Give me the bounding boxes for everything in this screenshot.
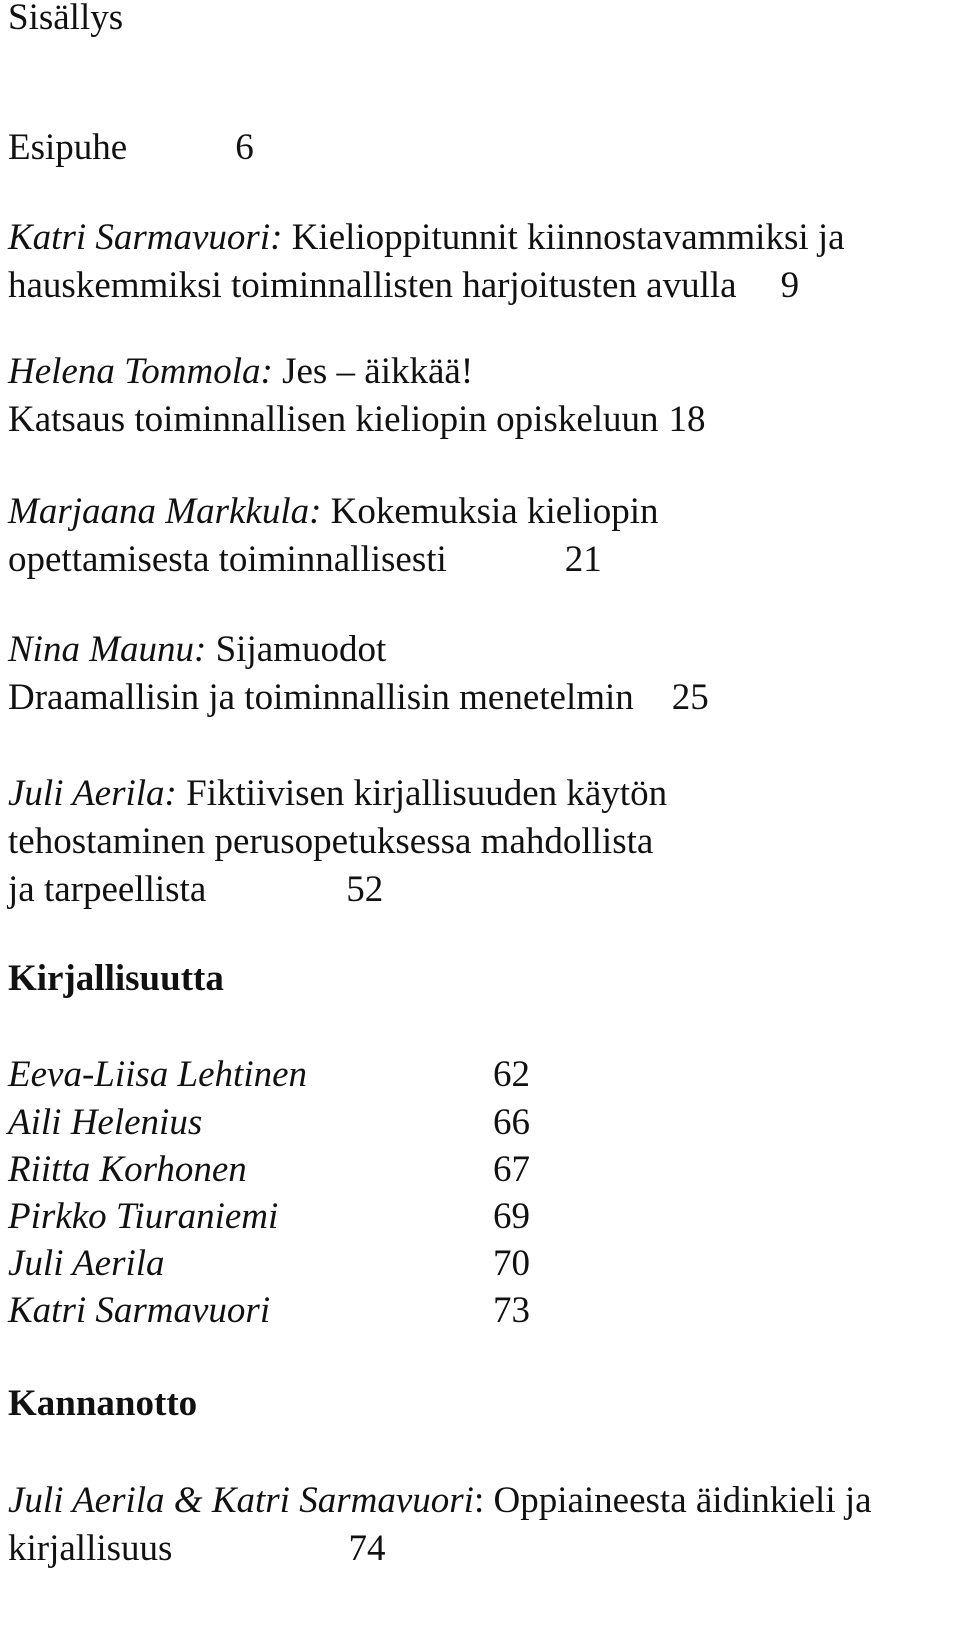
list-item-page: 62	[493, 1054, 530, 1095]
entry-author: Marjaana Markkula:	[8, 491, 322, 532]
list-item-page: 73	[493, 1290, 530, 1331]
list-item-name: Riitta Korhonen	[8, 1149, 247, 1190]
entry-title-line: Fiktiivisen kirjallisuuden käytön	[186, 773, 668, 814]
entry-page: 6	[235, 127, 254, 168]
entry-title-line: Draamallisin ja toiminnallisin menetelmin	[8, 677, 634, 718]
entry-title-line: hauskemmiksi toiminnallisten harjoitusten avulla	[8, 265, 737, 306]
entry-page: 9	[780, 265, 800, 306]
list-item-page: 70	[493, 1243, 530, 1284]
list-item-name: Juli Aerila	[8, 1243, 165, 1284]
entry-author: Nina Maunu:	[8, 629, 207, 670]
toc-entry-article	[8, 770, 667, 914]
toc-entry-article	[8, 488, 659, 584]
list-item-name: Eeva-Liisa Lehtinen	[8, 1054, 308, 1095]
entry-title-line: Kokemuksia kieliopin	[330, 491, 659, 532]
entry-title-line: Jes – äikkää!	[282, 351, 474, 392]
toc-entry-article	[8, 348, 706, 444]
list-item-name: Aili Helenius	[8, 1102, 203, 1143]
entry-page: 52	[346, 869, 384, 910]
entry-page: 25	[671, 677, 709, 718]
entry-title-line: Sijamuodot	[215, 629, 387, 670]
toc-entry-article	[8, 626, 709, 722]
entry-title-line: kirjallisuus	[8, 1528, 173, 1569]
section-heading-literature: Kirjallisuutta	[8, 958, 224, 999]
entry-label: Esipuhe	[8, 127, 128, 168]
entry-title-line: Oppiaineesta äidinkieli ja	[484, 1480, 872, 1521]
entry-page: 74	[348, 1528, 386, 1569]
entry-title-line: tehostaminen perusopetuksessa mahdollista	[8, 821, 654, 862]
entry-page: 18	[668, 399, 706, 440]
entry-author: Juli Aerila & Katri Sarmavuori	[8, 1480, 474, 1521]
entry-author: Juli Aerila:	[8, 773, 177, 814]
list-item-page: 67	[493, 1149, 530, 1190]
entry-author: Helena Tommola:	[8, 351, 273, 392]
entry-title-line: Kielioppitunnit kiinnostavammiksi ja	[291, 217, 845, 258]
page-title: Sisällys	[8, 0, 124, 38]
entry-page: 21	[564, 539, 602, 580]
section-heading-statement: Kannanotto	[8, 1383, 198, 1424]
entry-author: Katri Sarmavuori:	[8, 217, 283, 258]
entry-title-line: Katsaus toiminnallisen kieliopin opiskeluun	[8, 399, 659, 440]
list-item-name: Pirkko Tiuraniemi	[8, 1196, 279, 1237]
entry-title-line: opettamisesta toiminnallisesti	[8, 539, 447, 580]
toc-entry-foreword	[8, 124, 254, 172]
list-item-page: 66	[493, 1102, 530, 1143]
toc-entry-statement	[8, 1477, 872, 1573]
list-item-page: 69	[493, 1196, 530, 1237]
entry-title-line: ja tarpeellista	[8, 869, 207, 910]
list-item-name: Katri Sarmavuori	[8, 1290, 271, 1331]
toc-entry-article	[8, 214, 845, 310]
entry-colon: :	[473, 1480, 485, 1521]
